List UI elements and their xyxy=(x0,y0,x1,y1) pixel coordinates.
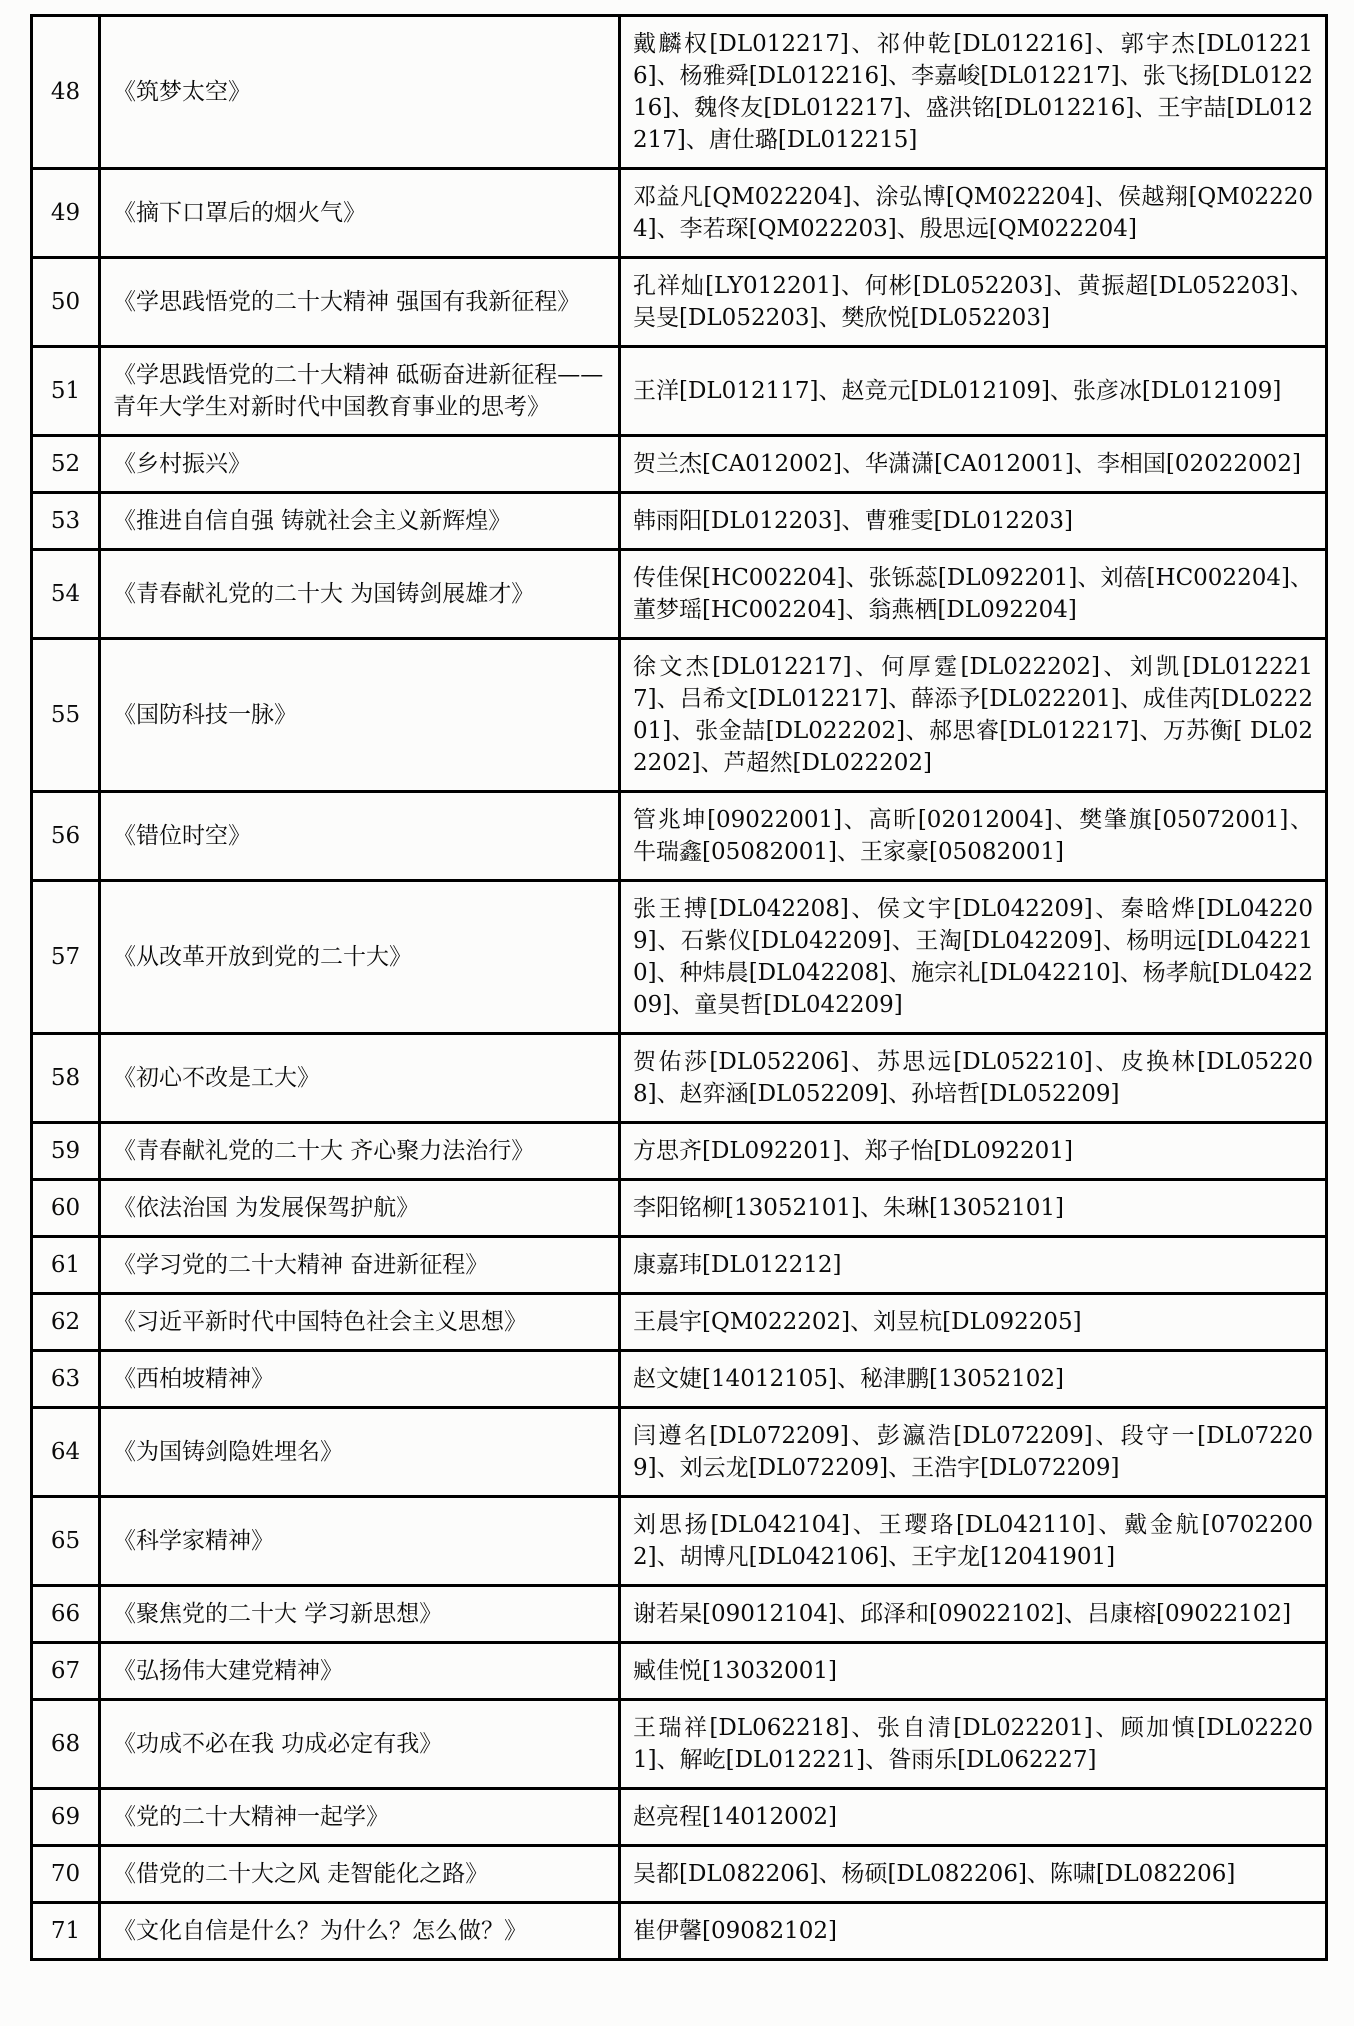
author-list: 李阳铭柳[13052101]、朱琳[13052101] xyxy=(620,1180,1327,1237)
table-row xyxy=(32,1294,1327,1351)
table-row xyxy=(32,1351,1327,1408)
table-row xyxy=(32,1497,1327,1586)
author-list: 孔祥灿[LY012201]、何彬[DL052203]、黄振超[DL052203]、吴旻[DL052203]、樊欣悦[DL052203] xyxy=(620,258,1327,347)
author-list: 方思齐[DL092201]、郑子怡[DL092201] xyxy=(620,1123,1327,1180)
row-number: 71 xyxy=(32,1903,100,1960)
work-title: 《错位时空》 xyxy=(100,792,620,881)
work-title: 《科学家精神》 xyxy=(100,1497,620,1586)
author-list: 臧佳悦[13032001] xyxy=(620,1643,1327,1700)
work-title: 《摘下口罩后的烟火气》 xyxy=(100,169,620,258)
row-number: 70 xyxy=(32,1846,100,1903)
author-list: 崔伊馨[09082102] xyxy=(620,1903,1327,1960)
work-title: 《为国铸剑隐姓埋名》 xyxy=(100,1408,620,1497)
work-title: 《文化自信是什么？为什么？怎么做？》 xyxy=(100,1903,620,1960)
row-number: 65 xyxy=(32,1497,100,1586)
author-list: 韩雨阳[DL012203]、曹雅雯[DL012203] xyxy=(620,493,1327,550)
table-row xyxy=(32,1903,1327,1960)
row-number: 53 xyxy=(32,493,100,550)
row-number: 51 xyxy=(32,347,100,436)
table-row xyxy=(32,169,1327,258)
row-number: 60 xyxy=(32,1180,100,1237)
author-list: 贺佑莎[DL052206]、苏思远[DL052210]、皮换林[DL052208]、赵弈涵[DL052209]、孙培哲[DL052209] xyxy=(620,1034,1327,1123)
author-list: 刘思扬[DL042104]、王璎珞[DL042110]、戴金航[07022002]、胡博凡[DL042106]、王宇龙[12041901] xyxy=(620,1497,1327,1586)
author-list: 王晨宇[QM022202]、刘昱杭[DL092205] xyxy=(620,1294,1327,1351)
table-row xyxy=(32,1034,1327,1123)
row-number: 56 xyxy=(32,792,100,881)
row-number: 67 xyxy=(32,1643,100,1700)
row-number: 49 xyxy=(32,169,100,258)
work-title: 《筑梦太空》 xyxy=(100,16,620,169)
author-list: 戴麟权[DL012217]、祁仲乾[DL012216]、郭宇杰[DL012216]、杨雅舜[DL012216]、李嘉峻[DL012217]、张飞扬[DL012216]、魏佟友[DL012217]、盛洪铭[DL012216]、王宇喆[DL012217]、唐仕璐[DL012215] xyxy=(620,16,1327,169)
table-row xyxy=(32,1789,1327,1846)
work-title: 《推进自信自强 铸就社会主义新辉煌》 xyxy=(100,493,620,550)
author-list: 谢若杲[09012104]、邱泽和[09022102]、吕康榕[09022102] xyxy=(620,1586,1327,1643)
work-title: 《借党的二十大之风 走智能化之路》 xyxy=(100,1846,620,1903)
author-list: 徐文杰[DL012217]、何厚霆[DL022202]、刘凯[DL0122217]、吕希文[DL012217]、薛添予[DL022201]、成佳芮[DL022201]、张金喆[DL022202]、郝思睿[DL012217]、万苏衡[ DL022202]、芦超然[DL022202] xyxy=(620,639,1327,792)
row-number: 66 xyxy=(32,1586,100,1643)
table-row xyxy=(32,1408,1327,1497)
author-list: 闫遵名[DL072209]、彭瀛浩[DL072209]、段守一[DL072209]、刘云龙[DL072209]、王浩宇[DL072209] xyxy=(620,1408,1327,1497)
work-title: 《初心不改是工大》 xyxy=(100,1034,620,1123)
row-number: 69 xyxy=(32,1789,100,1846)
row-number: 50 xyxy=(32,258,100,347)
work-title: 《功成不必在我 功成必定有我》 xyxy=(100,1700,620,1789)
table-row xyxy=(32,1237,1327,1294)
table-row xyxy=(32,1700,1327,1789)
author-list: 康嘉玮[DL012212] xyxy=(620,1237,1327,1294)
row-number: 59 xyxy=(32,1123,100,1180)
table-row xyxy=(32,1643,1327,1700)
author-list: 吴都[DL082206]、杨硕[DL082206]、陈啸[DL082206] xyxy=(620,1846,1327,1903)
work-title: 《习近平新时代中国特色社会主义思想》 xyxy=(100,1294,620,1351)
table-row xyxy=(32,1846,1327,1903)
author-list: 张王搏[DL042208]、侯文宇[DL042209]、秦晗烨[DL042209]、石紫仪[DL042209]、王淘[DL042209]、杨明远[DL042210]、种炜晨[DL042208]、施宗礼[DL042210]、杨孝航[DL042209]、童昊哲[DL042209] xyxy=(620,881,1327,1034)
author-list: 赵亮程[14012002] xyxy=(620,1789,1327,1846)
table-row xyxy=(32,1180,1327,1237)
author-list: 管兆坤[09022001]、高昕[02012004]、樊肇旗[05072001]、牛瑞鑫[05082001]、王家豪[05082001] xyxy=(620,792,1327,881)
work-title: 《学思践悟党的二十大精神 砥砺奋进新征程——青年大学生对新时代中国教育事业的思考》 xyxy=(100,347,620,436)
table-row xyxy=(32,16,1327,169)
row-number: 68 xyxy=(32,1700,100,1789)
author-list: 贺兰杰[CA012002]、华潇潇[CA012001]、李相国[02022002] xyxy=(620,436,1327,493)
work-title: 《西柏坡精神》 xyxy=(100,1351,620,1408)
work-title: 《学习党的二十大精神 奋进新征程》 xyxy=(100,1237,620,1294)
table-row xyxy=(32,493,1327,550)
work-title: 《国防科技一脉》 xyxy=(100,639,620,792)
table-row xyxy=(32,792,1327,881)
table-row xyxy=(32,258,1327,347)
work-title: 《学思践悟党的二十大精神 强国有我新征程》 xyxy=(100,258,620,347)
row-number: 63 xyxy=(32,1351,100,1408)
table-row xyxy=(32,639,1327,792)
row-number: 62 xyxy=(32,1294,100,1351)
work-title: 《青春献礼党的二十大 齐心聚力法治行》 xyxy=(100,1123,620,1180)
award-table xyxy=(30,14,1328,1961)
row-number: 61 xyxy=(32,1237,100,1294)
table-body xyxy=(32,16,1327,1960)
table-row xyxy=(32,1586,1327,1643)
work-title: 《聚焦党的二十大 学习新思想》 xyxy=(100,1586,620,1643)
work-title: 《从改革开放到党的二十大》 xyxy=(100,881,620,1034)
work-title: 《青春献礼党的二十大 为国铸剑展雄才》 xyxy=(100,550,620,639)
table-row xyxy=(32,436,1327,493)
author-list: 邓益凡[QM022204]、涂弘博[QM022204]、侯越翔[QM022204]、李若琛[QM022203]、殷思远[QM022204] xyxy=(620,169,1327,258)
row-number: 55 xyxy=(32,639,100,792)
author-list: 王洋[DL012117]、赵竞元[DL012109]、张彦冰[DL012109] xyxy=(620,347,1327,436)
table-row xyxy=(32,550,1327,639)
author-list: 传佳保[HC002204]、张铄蕊[DL092201]、刘蓓[HC002204]、董梦瑶[HC002204]、翁燕栖[DL092204] xyxy=(620,550,1327,639)
table-row xyxy=(32,347,1327,436)
work-title: 《依法治国 为发展保驾护航》 xyxy=(100,1180,620,1237)
row-number: 48 xyxy=(32,16,100,169)
row-number: 57 xyxy=(32,881,100,1034)
row-number: 52 xyxy=(32,436,100,493)
work-title: 《党的二十大精神一起学》 xyxy=(100,1789,620,1846)
author-list: 王瑞祥[DL062218]、张自清[DL022201]、顾加慎[DL022201]、解屹[DL012221]、昝雨乐[DL062227] xyxy=(620,1700,1327,1789)
row-number: 58 xyxy=(32,1034,100,1123)
work-title: 《乡村振兴》 xyxy=(100,436,620,493)
row-number: 64 xyxy=(32,1408,100,1497)
table-row xyxy=(32,1123,1327,1180)
row-number: 54 xyxy=(32,550,100,639)
work-title: 《弘扬伟大建党精神》 xyxy=(100,1643,620,1700)
table-row xyxy=(32,881,1327,1034)
author-list: 赵文婕[14012105]、秘津鹏[13052102] xyxy=(620,1351,1327,1408)
